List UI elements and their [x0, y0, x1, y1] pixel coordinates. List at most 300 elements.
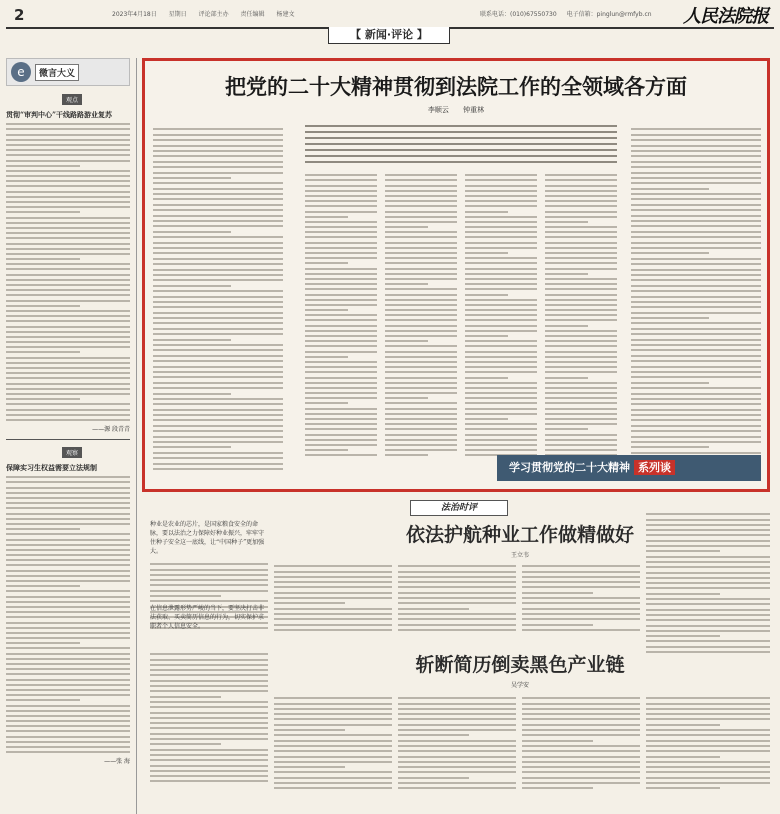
text-line	[545, 366, 617, 368]
text-line	[153, 247, 283, 249]
text-line	[646, 740, 770, 742]
text-line	[6, 393, 130, 395]
text-line	[6, 528, 80, 530]
text-line	[385, 262, 457, 264]
text-line	[150, 775, 268, 777]
text-line	[522, 697, 640, 699]
text-line	[150, 674, 268, 676]
text-line	[6, 658, 130, 660]
text-line	[522, 703, 640, 705]
text-line	[465, 257, 537, 259]
text-line	[465, 309, 537, 311]
bottom-article-title: 保障实习生权益需要立法规制	[6, 463, 97, 473]
text-line	[646, 513, 770, 515]
text-line	[305, 278, 377, 280]
text-line	[6, 414, 130, 416]
text-line	[150, 680, 268, 682]
article1-deck: 种业是农业的芯片，是国家粮食安全的命脉，要以法治之力保障好种业振兴，牢牢守住种子安全这一底线，让“中国种子”更加强大。	[150, 521, 265, 555]
text-line	[6, 258, 80, 260]
header-editor-name: 杨建文	[276, 11, 295, 18]
text-line	[465, 382, 537, 384]
text-line	[465, 351, 537, 353]
text-line	[646, 625, 770, 627]
text-line	[631, 452, 761, 454]
article2-body-3	[398, 694, 516, 793]
text-line	[6, 123, 130, 125]
text-line	[646, 713, 770, 715]
newspaper-logo: 人民法院报	[683, 6, 768, 27]
text-line	[545, 449, 617, 451]
text-line	[465, 356, 537, 358]
text-line	[646, 724, 720, 726]
text-line	[545, 371, 617, 373]
text-line	[385, 356, 457, 358]
text-line	[465, 439, 537, 441]
text-line	[153, 463, 283, 465]
text-line	[465, 330, 537, 332]
text-line	[153, 161, 283, 163]
feature-title: 把党的二十大精神贯彻到法院工作的全领域各方面	[225, 74, 687, 99]
text-line	[305, 216, 348, 218]
text-line	[305, 309, 348, 311]
text-line	[305, 340, 377, 342]
article2-body-4	[522, 694, 640, 793]
text-line	[6, 180, 130, 182]
text-line	[465, 262, 537, 264]
text-line	[6, 705, 130, 707]
text-line	[631, 274, 761, 276]
text-line	[631, 182, 761, 184]
text-line	[646, 703, 770, 705]
text-line	[153, 349, 283, 351]
text-line	[522, 718, 640, 720]
text-line	[150, 590, 268, 592]
text-line	[631, 317, 709, 319]
text-line	[153, 128, 283, 130]
text-line	[6, 575, 130, 577]
text-line	[646, 619, 770, 621]
text-line	[153, 393, 231, 395]
text-line	[631, 209, 761, 211]
text-line	[545, 387, 617, 389]
feature-column-1	[153, 125, 283, 473]
text-line	[153, 220, 283, 222]
text-line	[545, 408, 617, 410]
text-line	[631, 236, 761, 238]
text-line	[522, 713, 640, 715]
text-line	[631, 306, 761, 308]
text-line	[6, 331, 130, 333]
text-line	[274, 782, 392, 784]
text-line	[305, 294, 377, 296]
text-line	[631, 134, 761, 136]
text-line	[398, 565, 516, 567]
text-line	[6, 673, 130, 675]
text-line	[305, 179, 377, 181]
text-line	[646, 519, 770, 521]
text-line	[150, 584, 268, 586]
text-line	[465, 397, 537, 399]
text-line	[385, 257, 457, 259]
top-article-body	[6, 123, 130, 421]
text-line	[545, 439, 617, 441]
text-line	[385, 179, 457, 181]
text-line	[385, 309, 457, 311]
text-line	[305, 143, 617, 145]
text-line	[6, 149, 130, 151]
text-line	[6, 398, 80, 400]
text-line	[398, 618, 516, 620]
text-line	[545, 278, 617, 280]
text-line	[522, 602, 640, 604]
text-line	[465, 418, 508, 420]
text-line	[150, 664, 268, 666]
text-line	[305, 397, 377, 399]
text-line	[6, 539, 130, 541]
text-line	[150, 696, 221, 698]
text-line	[305, 356, 348, 358]
text-line	[631, 328, 761, 330]
text-line	[398, 771, 516, 773]
text-line	[631, 150, 761, 152]
text-line	[631, 382, 709, 384]
text-line	[631, 161, 761, 163]
article1-title: 依法护航种业工作做精做好	[405, 524, 634, 546]
text-line	[385, 231, 457, 233]
text-line	[385, 361, 457, 363]
text-line	[274, 697, 392, 699]
text-line	[274, 565, 392, 567]
text-line	[646, 729, 770, 731]
text-line	[545, 190, 617, 192]
text-line	[522, 724, 640, 726]
text-line	[522, 740, 593, 742]
text-line	[385, 434, 457, 436]
text-line	[6, 601, 130, 603]
text-line	[465, 304, 537, 306]
text-line	[305, 155, 617, 157]
text-line	[274, 713, 392, 715]
text-line	[398, 708, 516, 710]
text-line	[274, 618, 392, 620]
text-line	[385, 418, 457, 420]
text-line	[465, 413, 537, 415]
text-line	[6, 689, 130, 691]
text-line	[465, 278, 537, 280]
text-line	[465, 252, 508, 254]
text-line	[150, 738, 268, 740]
article1-body-2	[274, 562, 392, 634]
text-line	[305, 439, 377, 441]
text-line	[153, 269, 283, 271]
text-line	[6, 268, 130, 270]
text-line	[631, 371, 761, 373]
text-line	[153, 339, 231, 341]
text-line	[6, 513, 130, 515]
text-line	[305, 190, 377, 192]
text-line	[522, 571, 640, 573]
text-line	[274, 750, 392, 752]
text-line	[153, 414, 283, 416]
text-line	[6, 549, 130, 551]
text-line	[153, 452, 283, 454]
text-line	[6, 497, 130, 499]
text-line	[6, 165, 80, 167]
text-line	[465, 268, 537, 270]
text-line	[274, 740, 392, 742]
text-line	[398, 713, 516, 715]
text-line	[646, 524, 770, 526]
text-line	[465, 345, 537, 347]
text-line	[646, 708, 770, 710]
text-line	[6, 377, 130, 379]
text-line	[274, 761, 392, 763]
text-line	[305, 402, 348, 404]
text-line	[6, 559, 130, 561]
text-line	[385, 205, 457, 207]
text-line	[385, 449, 457, 451]
text-line	[465, 185, 537, 187]
text-line	[385, 268, 457, 270]
text-line	[646, 566, 770, 568]
text-line	[385, 345, 457, 347]
text-line	[522, 766, 640, 768]
text-line	[274, 613, 392, 615]
text-line	[153, 366, 283, 368]
text-line	[646, 697, 770, 699]
text-line	[153, 441, 283, 443]
text-line	[305, 257, 377, 259]
text-line	[6, 185, 130, 187]
left-column	[6, 58, 130, 814]
feature-column-4	[465, 171, 537, 460]
text-line	[398, 608, 469, 610]
header-department: 评论部主办	[198, 11, 229, 18]
text-line	[153, 215, 283, 217]
bottom-article-author: ——张 海	[104, 758, 130, 766]
text-line	[6, 720, 130, 722]
text-line	[274, 703, 392, 705]
text-line	[631, 393, 761, 395]
text-line	[465, 299, 537, 301]
text-line	[150, 765, 268, 767]
text-line	[6, 128, 130, 130]
text-line	[305, 283, 377, 285]
feature-author-2: 钟重林	[463, 106, 485, 114]
page-header	[0, 0, 780, 30]
text-line	[6, 144, 130, 146]
text-line	[6, 217, 130, 219]
text-line	[631, 172, 761, 174]
text-line	[6, 699, 80, 701]
text-line	[545, 340, 617, 342]
text-line	[545, 330, 617, 332]
text-line	[522, 777, 640, 779]
header-contact	[480, 9, 660, 18]
text-line	[465, 294, 508, 296]
text-line	[305, 137, 617, 139]
text-line	[6, 492, 130, 494]
text-line	[153, 328, 283, 330]
text-line	[545, 262, 617, 264]
text-line	[305, 247, 377, 249]
text-line	[153, 285, 231, 287]
header-date: 2023年4月18日	[112, 11, 157, 18]
text-line	[631, 252, 709, 254]
text-line	[398, 571, 516, 573]
text-line	[305, 288, 377, 290]
feature-author-1: 李顺云	[427, 106, 449, 114]
text-line	[305, 314, 377, 316]
text-line	[631, 225, 761, 227]
text-line	[6, 694, 130, 696]
text-line	[274, 602, 345, 604]
text-line	[631, 285, 761, 287]
text-line	[274, 766, 345, 768]
text-line	[385, 174, 457, 176]
text-line	[465, 179, 537, 181]
text-line	[398, 718, 516, 720]
text-line	[545, 231, 617, 233]
text-line	[545, 200, 617, 202]
text-line	[305, 377, 377, 379]
text-line	[305, 131, 617, 133]
text-line	[545, 351, 617, 353]
text-line	[398, 602, 516, 604]
text-line	[385, 377, 457, 379]
text-line	[545, 434, 617, 436]
text-line	[274, 629, 392, 631]
text-line	[6, 206, 130, 208]
text-line	[522, 756, 640, 758]
text-line	[646, 587, 770, 589]
text-line	[522, 624, 593, 626]
text-line	[305, 125, 617, 127]
text-line	[631, 128, 761, 130]
text-line	[305, 434, 377, 436]
text-line	[305, 423, 377, 425]
text-line	[545, 283, 617, 285]
text-line	[6, 606, 130, 608]
text-line	[153, 177, 231, 179]
text-line	[522, 565, 640, 567]
text-line	[153, 225, 283, 227]
article2-author: 吴学安	[510, 682, 529, 689]
text-line	[6, 154, 130, 156]
text-line	[465, 408, 537, 410]
text-line	[646, 640, 770, 642]
text-line	[398, 750, 516, 752]
text-line	[385, 319, 457, 321]
text-line	[385, 242, 457, 244]
text-line	[6, 710, 130, 712]
text-line	[385, 299, 457, 301]
column-divider	[6, 439, 130, 440]
text-line	[6, 196, 130, 198]
top-tag: 观点	[62, 94, 82, 105]
text-line	[305, 200, 377, 202]
text-line	[153, 172, 283, 174]
text-line	[150, 749, 268, 751]
text-line	[631, 166, 761, 168]
text-line	[385, 278, 457, 280]
text-line	[545, 242, 617, 244]
text-line	[545, 356, 617, 358]
text-line	[545, 288, 617, 290]
text-line	[398, 782, 516, 784]
text-line	[6, 320, 130, 322]
text-line	[305, 345, 377, 347]
text-line	[522, 729, 640, 731]
text-line	[6, 367, 130, 369]
text-line	[153, 387, 283, 389]
text-line	[6, 191, 130, 193]
text-line	[646, 614, 770, 616]
text-line	[465, 247, 537, 249]
article2-title: 斩断简历倒卖黑色产业链	[415, 654, 625, 676]
text-line	[385, 294, 457, 296]
series-banner	[497, 455, 761, 481]
text-line	[545, 382, 617, 384]
text-line	[465, 314, 537, 316]
text-line	[153, 252, 283, 254]
text-line	[274, 592, 392, 594]
text-line	[6, 315, 130, 317]
text-line	[305, 325, 377, 327]
text-line	[465, 200, 537, 202]
text-line	[398, 777, 469, 779]
text-line	[153, 355, 283, 357]
text-line	[398, 624, 516, 626]
text-line	[305, 211, 377, 213]
text-line	[545, 221, 588, 223]
text-line	[6, 647, 130, 649]
text-line	[646, 734, 770, 736]
text-line	[6, 300, 130, 302]
text-line	[153, 306, 283, 308]
text-line	[522, 629, 640, 631]
text-line	[305, 205, 377, 207]
text-line	[398, 586, 516, 588]
text-line	[398, 756, 516, 758]
text-line	[465, 174, 537, 176]
text-line	[153, 371, 283, 373]
text-line	[150, 780, 268, 782]
text-line	[631, 139, 761, 141]
top-article-title: 贯彻“审判中心”干线路路游业复苏	[6, 110, 113, 119]
text-line	[274, 771, 392, 773]
text-line	[646, 787, 720, 789]
text-line	[545, 325, 588, 327]
bottom-tag: 观察	[62, 447, 82, 458]
text-line	[385, 185, 457, 187]
text-line	[305, 304, 377, 306]
text-line	[631, 258, 761, 260]
text-line	[631, 344, 761, 346]
text-line	[631, 339, 761, 341]
text-line	[150, 733, 268, 735]
text-line	[6, 632, 130, 634]
text-line	[150, 653, 268, 655]
text-line	[385, 221, 457, 223]
article1-body-3	[398, 562, 516, 634]
text-line	[153, 166, 283, 168]
text-line	[646, 556, 770, 558]
text-line	[6, 585, 80, 587]
feature-column-5	[545, 171, 617, 460]
text-line	[522, 586, 640, 588]
text-line	[153, 274, 283, 276]
